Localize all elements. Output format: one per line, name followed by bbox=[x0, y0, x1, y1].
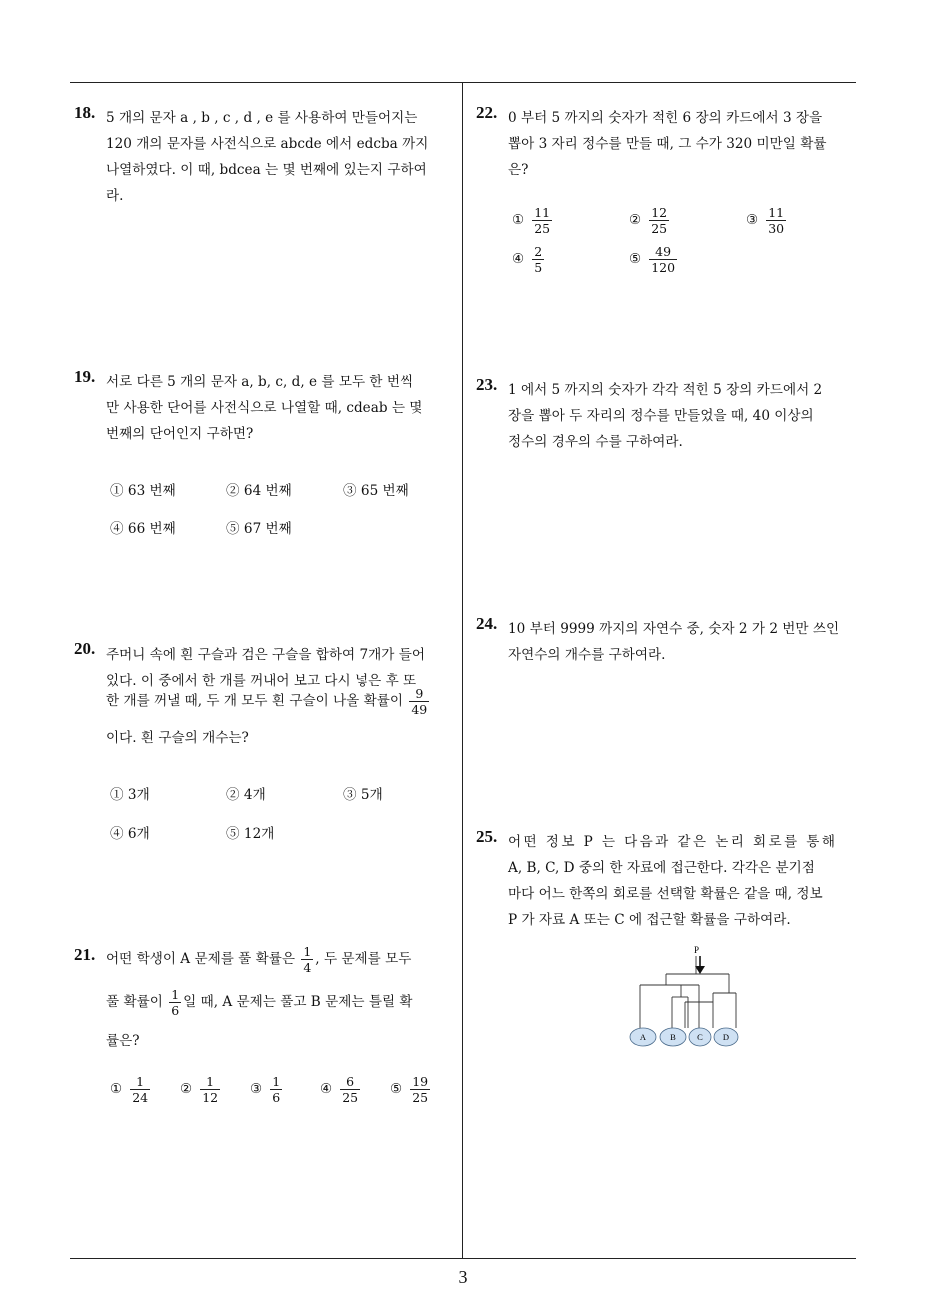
question-text-line: 120 개의 문자를 사전식으로 abcde 에서 edcba 까지 bbox=[106, 136, 429, 152]
answer-option[interactable] bbox=[250, 1074, 284, 1105]
answer-option[interactable] bbox=[320, 1074, 362, 1105]
option-mark: ③ bbox=[250, 1081, 263, 1097]
answer-option[interactable]: ⑤ 12개 bbox=[226, 826, 275, 842]
fraction-denominator: 25 bbox=[412, 1090, 429, 1105]
node-label: C bbox=[697, 1032, 703, 1042]
data-node-b bbox=[660, 1028, 686, 1046]
fraction-numerator: 49 bbox=[655, 244, 672, 259]
question-text-line: 어떤 정보 P 는 다음과 같은 논리 회로를 통해 bbox=[508, 834, 838, 850]
answer-option[interactable]: ① 3개 bbox=[110, 787, 150, 803]
question-text: 일 때, A 문제는 풀고 B 문제는 틀릴 확 bbox=[183, 994, 413, 1010]
fraction-numerator: 19 bbox=[412, 1074, 429, 1089]
fraction bbox=[649, 244, 677, 275]
question-number: 25. bbox=[476, 827, 498, 846]
fraction-denominator: 120 bbox=[651, 260, 676, 275]
question-text-line: 서로 다른 5 개의 문자 a, b, c, d, e 를 모두 한 번씩 bbox=[106, 374, 414, 390]
fraction-denominator: 25 bbox=[342, 1090, 359, 1105]
fraction bbox=[169, 987, 181, 1018]
option-mark: ① bbox=[512, 212, 525, 228]
answer-option[interactable] bbox=[512, 205, 554, 236]
option-mark: ⑤ bbox=[390, 1081, 403, 1097]
fraction-denominator: 25 bbox=[534, 221, 551, 236]
question-text: 풀 확률이 bbox=[106, 994, 163, 1010]
answer-option[interactable] bbox=[746, 205, 788, 236]
fraction-denominator: 6 bbox=[171, 1003, 180, 1018]
question-text-line: 률은? bbox=[106, 1033, 140, 1049]
fraction bbox=[532, 205, 552, 236]
fraction-numerator: 1 bbox=[171, 987, 180, 1002]
question-text-line: 있다. 이 중에서 한 개를 꺼내어 보고 다시 넣은 후 또 bbox=[106, 673, 417, 689]
node-label: A bbox=[639, 1032, 647, 1042]
answer-option[interactable] bbox=[629, 205, 671, 236]
answer-option[interactable]: ③ 65 번째 bbox=[343, 483, 409, 499]
question-number: 24. bbox=[476, 614, 498, 633]
answer-option[interactable]: ① 63 번째 bbox=[110, 483, 176, 499]
question-number: 23. bbox=[476, 375, 498, 394]
data-node-a bbox=[630, 1028, 656, 1046]
fraction bbox=[410, 1074, 430, 1105]
option-mark: ② bbox=[629, 212, 642, 228]
fraction-denominator: 30 bbox=[768, 221, 785, 236]
answer-option[interactable]: ③ 5개 bbox=[343, 787, 383, 803]
fraction-denominator: 12 bbox=[202, 1090, 219, 1105]
answer-option[interactable]: ⑤ 67 번째 bbox=[226, 521, 292, 537]
question-text-line: P 가 자료 A 또는 C 에 접근할 확률을 구하여라. bbox=[508, 912, 791, 928]
answer-option[interactable]: ② 64 번째 bbox=[226, 483, 292, 499]
question-number: 18. bbox=[74, 103, 96, 122]
fraction-denominator: 24 bbox=[132, 1090, 149, 1105]
answer-option[interactable] bbox=[629, 244, 679, 275]
option-mark: ③ bbox=[746, 212, 759, 228]
fraction-numerator: 1 bbox=[206, 1074, 215, 1089]
fraction-numerator: 11 bbox=[768, 205, 785, 220]
circuit-wires bbox=[640, 956, 736, 1028]
question-number: 22. bbox=[476, 103, 498, 122]
option-mark: ① bbox=[110, 1081, 123, 1097]
top-rule bbox=[70, 82, 856, 83]
option-mark: ② bbox=[180, 1081, 193, 1097]
question-text: 어떤 학생이 A 문제를 풀 확률은 bbox=[106, 951, 296, 967]
question-text: 한 개를 꺼낼 때, 두 개 모두 흰 구슬이 나올 확률이 bbox=[106, 693, 404, 709]
question-number: 20. bbox=[74, 639, 96, 658]
question-text-line bbox=[106, 686, 431, 717]
page-number: 3 bbox=[458, 1267, 468, 1287]
answer-option[interactable]: ④ 6개 bbox=[110, 826, 150, 842]
fraction-denominator: 25 bbox=[651, 221, 668, 236]
answer-option[interactable] bbox=[390, 1074, 432, 1105]
fraction-numerator: 2 bbox=[534, 244, 543, 259]
answer-option[interactable] bbox=[180, 1074, 222, 1105]
question-text: , 두 문제를 모두 bbox=[315, 951, 412, 967]
question-text-line: 라. bbox=[106, 188, 124, 204]
question-text-line: 1 에서 5 까지의 숫자가 각각 적힌 5 장의 카드에서 2 bbox=[508, 382, 823, 398]
node-label: B bbox=[670, 1032, 676, 1042]
fraction-numerator: 1 bbox=[303, 944, 312, 959]
start-label-p: P bbox=[694, 945, 700, 955]
data-node-c bbox=[689, 1028, 711, 1046]
fraction-denominator: 5 bbox=[534, 260, 543, 275]
question-text-line: 이다. 흰 구슬의 개수는? bbox=[106, 730, 249, 746]
fraction bbox=[409, 686, 429, 717]
question-text-line: 정수의 경우의 수를 구하여라. bbox=[508, 434, 683, 450]
fraction bbox=[649, 205, 669, 236]
answer-option[interactable]: ④ 66 번째 bbox=[110, 521, 176, 537]
bottom-rule bbox=[70, 1258, 856, 1259]
question-text-line: 10 부터 9999 까지의 자연수 중, 숫자 2 가 2 번만 쓰인 bbox=[508, 621, 840, 637]
node-label: D bbox=[722, 1032, 730, 1042]
fraction bbox=[766, 205, 786, 236]
fraction bbox=[130, 1074, 150, 1105]
answer-option[interactable] bbox=[110, 1074, 152, 1105]
answer-option[interactable] bbox=[512, 244, 546, 275]
fraction-denominator: 4 bbox=[303, 960, 312, 975]
fraction-numerator: 6 bbox=[346, 1074, 355, 1089]
option-mark: ④ bbox=[512, 251, 525, 267]
question-text-line: 은? bbox=[508, 162, 529, 178]
arrow-down-icon bbox=[695, 956, 705, 974]
fraction bbox=[340, 1074, 360, 1105]
fraction-numerator: 12 bbox=[651, 205, 668, 220]
question-text-line: A, B, C, D 중의 한 자료에 접근한다. 각각은 분기점 bbox=[508, 860, 815, 876]
question-text-line: 뽑아 3 자리 정수를 만들 때, 그 수가 320 미만일 확률 bbox=[508, 136, 827, 152]
question-text-line: 만 사용한 단어를 사전식으로 나열할 때, cdeab 는 몇 bbox=[106, 400, 423, 416]
question-text-line: 번째의 단어인지 구하면? bbox=[106, 426, 254, 442]
question-text-line: 0 부터 5 까지의 숫자가 적힌 6 장의 카드에서 3 장을 bbox=[508, 110, 823, 126]
option-mark: ④ bbox=[320, 1081, 333, 1097]
answer-option[interactable]: ② 4개 bbox=[226, 787, 266, 803]
fraction bbox=[200, 1074, 220, 1105]
fraction-numerator: 1 bbox=[136, 1074, 145, 1089]
question-text-line bbox=[106, 944, 411, 975]
question-text-line: 자연수의 개수를 구하여라. bbox=[508, 647, 666, 663]
question-text-line: 나열하였다. 이 때, bdcea 는 몇 번째에 있는지 구하여 bbox=[106, 162, 427, 178]
fraction-numerator: 9 bbox=[415, 686, 424, 701]
fraction-denominator: 49 bbox=[411, 702, 428, 717]
fraction-numerator: 11 bbox=[534, 205, 551, 220]
option-mark: ⑤ bbox=[629, 251, 642, 267]
fraction-denominator: 6 bbox=[272, 1090, 281, 1105]
question-text-line: 마다 어느 한쪽의 회로를 선택할 확률은 같을 때, 정보 bbox=[508, 886, 823, 902]
fraction bbox=[301, 944, 313, 975]
question-text-line bbox=[106, 987, 413, 1018]
question-text-line: 장을 뽑아 두 자리의 정수를 만들었을 때, 40 이상의 bbox=[508, 408, 814, 424]
fraction bbox=[532, 244, 544, 275]
question-text-line: 5 개의 문자 a , b , c , d , e 를 사용하여 만들어지는 bbox=[106, 110, 418, 126]
fraction-numerator: 1 bbox=[272, 1074, 281, 1089]
logic-circuit-diagram bbox=[620, 940, 750, 1055]
fraction bbox=[270, 1074, 282, 1105]
question-number: 21. bbox=[74, 945, 96, 964]
question-number: 19. bbox=[74, 367, 96, 386]
data-node-d bbox=[714, 1028, 738, 1046]
question-text-line: 주머니 속에 흰 구슬과 검은 구슬을 합하여 7개가 들어 bbox=[106, 647, 425, 663]
column-divider bbox=[462, 82, 463, 1258]
